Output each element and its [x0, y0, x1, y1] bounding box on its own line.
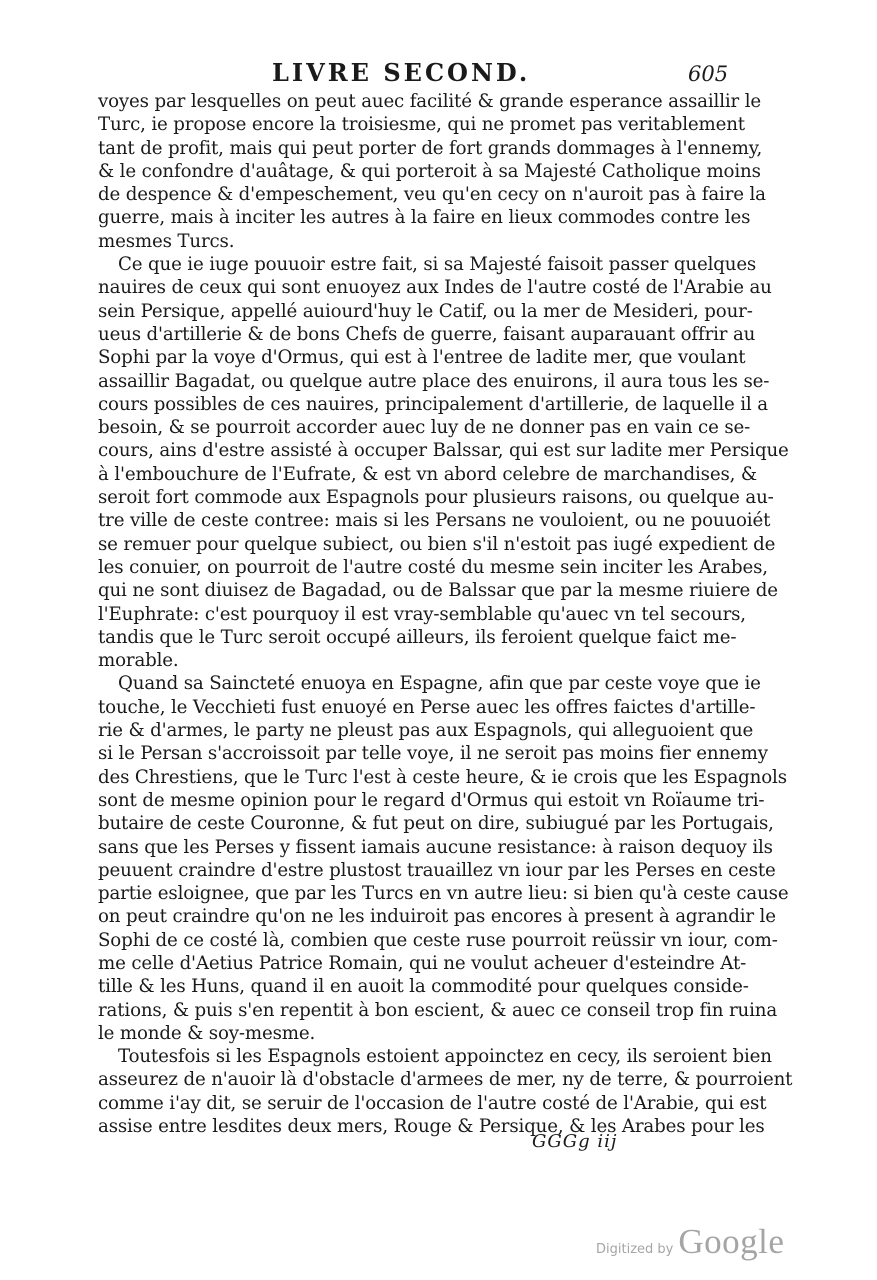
- text-line: tandis que le Turc seroit occupé ailleurs, ils feroient quelque faict me-: [98, 626, 737, 648]
- text-line: & le confondre d'auâtage, & qui porteroit à sa Majesté Catholique moins: [98, 160, 761, 182]
- text-line: partie esloignee, que par les Turcs en vn autre lieu: si bien qu'à ceste cause: [98, 883, 789, 905]
- text-line: mesmes Turcs.: [98, 230, 235, 252]
- page-number: 605: [688, 62, 729, 86]
- text-line: rations, & puis s'en repentit à bon escient, & auec ce conseil trop fin ruina: [98, 999, 778, 1021]
- text-line: voyes par lesquelles on peut auec facilité & grande esperance assaillir le: [98, 91, 762, 112]
- text-line: qui ne sont diuisez de Bagadad, ou de Balssar que par la mesme riuiere de: [98, 580, 778, 602]
- text-line: besoin, & se pourroit accorder auec luy de ne donner pas en vain ce se-: [98, 417, 751, 439]
- text-line: les conuier, on pourroit de l'autre costé du mesme sein inciter les Arabes,: [98, 556, 768, 578]
- text-line: Turc, ie propose encore la troisiesme, qui ne promet pas veritablement: [98, 114, 745, 136]
- text-line: tant de profit, mais qui peut porter de fort grands dommages à l'ennemy,: [98, 137, 763, 159]
- body-text: [98, 90, 793, 1138]
- text-line: peuuent craindre d'estre plustost trauaillez vn iour par les Perses en ceste: [98, 859, 776, 881]
- text-line: comme i'ay dit, se seruir de l'occasion de l'autre costé de l'Arabie, qui est: [98, 1092, 767, 1114]
- text-line: Ce que ie iuge pouuoir estre fait, si sa Majesté faisoit passer quelques: [118, 254, 757, 276]
- running-head: LIVRE SECOND.: [272, 58, 531, 87]
- text-line: le monde & soy-mesme.: [98, 1022, 316, 1044]
- watermark-logo: Google: [678, 1222, 785, 1261]
- text-line: se remuer pour quelque subiect, ou bien s'il n'estoit pas iugé expedient de: [98, 533, 776, 555]
- text-line: butaire de ceste Couronne, & fut peut on dire, subiugué par les Portugais,: [98, 813, 774, 835]
- text-line: si le Persan s'accroissoit par telle voye, il ne seroit pas moins fier ennemy: [98, 743, 768, 765]
- paragraph: [98, 672, 789, 1045]
- text-line: à l'embouchure de l'Eufrate, & est vn abord celebre de marchandises, &: [98, 463, 757, 485]
- signature-mark: GGGg iij: [532, 1131, 618, 1152]
- text-line: Sophi par la voye d'Ormus, qui est à l'entree de ladite mer, que voulant: [98, 347, 746, 369]
- paragraph: [98, 1045, 793, 1138]
- paragraph: [98, 90, 766, 253]
- text-line: assaillir Bagadat, ou quelque autre place des enuirons, il aura tous les se-: [98, 370, 770, 392]
- text-line: nauires de ceux qui sont enuoyez aux Indes de l'autre costé de l'Arabie au: [98, 277, 772, 299]
- paragraph: [98, 253, 789, 672]
- text-line: cours, ains d'estre assisté à occuper Balssar, qui est sur ladite mer Persique: [98, 440, 789, 462]
- text-line: de despence & d'empeschement, veu qu'en cecy on n'auroit pas à faire la: [98, 184, 766, 206]
- text-line: sont de mesme opinion pour le regard d'Ormus qui estoit vn Roïaume tri-: [98, 789, 765, 811]
- text-line: me celle d'Aetius Patrice Romain, qui ne voulut acheuer d'esteindre At-: [98, 952, 747, 974]
- text-line: rie & d'armes, le party ne pleust pas aux Espagnols, qui alleguoient que: [98, 720, 754, 742]
- text-line: assise entre lesdites deux mers, Rouge & Persique, & les Arabes pour les: [98, 1116, 765, 1138]
- text-line: seroit fort commode aux Espagnols pour plusieurs raisons, ou quelque au-: [98, 487, 774, 509]
- text-line: Quand sa Saincteté enuoya en Espagne, afin que par ceste voye que ie: [118, 673, 761, 695]
- google-watermark: [596, 1222, 784, 1262]
- text-line: des Chrestiens, que le Turc l'est à ceste heure, & ie crois que les Espagnols: [98, 766, 787, 788]
- text-line: on peut craindre qu'on ne les induiroit pas encores à present à agrandir le: [98, 906, 776, 928]
- text-line: cours possibles de ces nauires, principalement d'artillerie, de laquelle il a: [98, 393, 768, 415]
- text-line: Sophi de ce costé là, combien que ceste ruse pourroit reüssir vn iour, com-: [98, 929, 778, 951]
- text-line: tille & les Huns, quand il en auoit la commodité pour quelques conside-: [98, 976, 749, 998]
- text-line: sein Persique, appellé auiourd'huy le Catif, ou la mer de Mesideri, pour-: [98, 300, 753, 322]
- text-line: touche, le Vecchieti fust enuoyé en Perse auec les offres faictes d'artille-: [98, 696, 756, 718]
- text-line: ueus d'artillerie & de bons Chefs de guerre, faisant auparauant offrir au: [98, 323, 756, 345]
- text-line: asseurez de n'auoir là d'obstacle d'armees de mer, ny de terre, & pourroient: [98, 1069, 793, 1091]
- text-line: tre ville de ceste contree: mais si les Persans ne vouloient, ou ne pouuoiét: [98, 510, 771, 532]
- watermark-prefix: Digitized by: [596, 1242, 674, 1257]
- text-line: l'Euphrate: c'est pourquoy il est vray-semblable qu'auec vn tel secours,: [98, 603, 746, 625]
- text-line: Toutesfois si les Espagnols estoient appoinctez en cecy, ils seroient bien: [118, 1046, 772, 1068]
- text-line: sans que les Perses y fissent iamais aucune resistance: à raison dequoy ils: [98, 836, 773, 858]
- text-line: morable.: [98, 650, 179, 672]
- text-line: guerre, mais à inciter les autres à la faire en lieux commodes contre les: [98, 207, 751, 229]
